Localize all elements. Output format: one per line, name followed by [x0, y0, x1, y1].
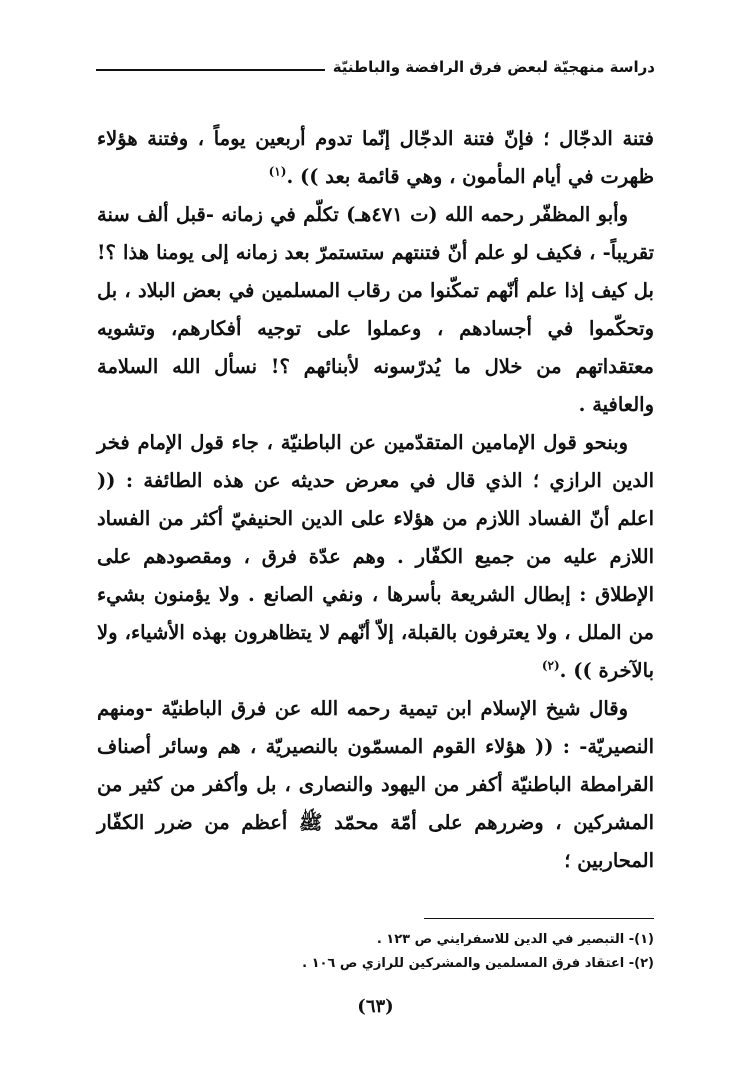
footnote-separator: [424, 918, 654, 919]
footnote-ref-2: (٢): [541, 658, 560, 673]
footnotes: [97, 928, 654, 976]
footnote-ref-1: (١): [268, 164, 287, 179]
paragraph-2: وأبو المظفّر رحمه الله (ت ٤٧١هـ) تكلّم في زمانه -قبل ألف سنة تقريباً- ، فكيف لو علم أنّ فتنتهم ستستمرّ بعد زمانه إلى يومنا هذا ؟! بل كيف إذا علم أنّهم تمكّنوا من رقاب المسلمين في بعض البلاد ، بل وتحكّموا في أجسادهم ، وعملوا على توجيه أفكارهم، وتشويه معتقداتهم من خلال ما يُدرّسونه لأبنائهم ؟! نسأل الله السلامة والعافية .: [97, 203, 654, 416]
paragraph-3-text: وبنحو قول الإمامين المتقدّمين عن الباطنيّة ، جاء قول الإمام فخر الدين الرازي ؛ الذي قال في معرض حديثه عن هذه الطائفة : (( اعلم أنّ الفساد اللازم من هؤلاء على الدين الحنيفيّ أكثر من الفساد اللازم عليه من جميع الكفّار . وهم عدّة فرق ، ومقصودهم على الإطلاق : إبطال الشريعة بأسرها ، ونفي الصانع . ولا يؤمنون بشيء من الملل ، ولا يعترفون بالقبلة، إلاّ أنّهم لا يتظاهرون بهذه الأشياء، ولا بالآخرة )) .: [97, 431, 654, 682]
header-title: دراسة منهجيّة لبعض فرق الرافضة والباطنيّة: [332, 58, 655, 76]
paragraph-3: [97, 424, 654, 690]
running-header: [96, 58, 655, 76]
paragraph-4: وقال شيخ الإسلام ابن تيمية رحمه الله عن فرق الباطنيّة -ومنهم النصيريّة- : (( هؤلاء القوم المسمّون بالنصيريّة ، هم وسائر أصناف القرامطة الباطنيّة أكفر من اليهود والنصارى ، بل وأكفر من كثير من المشركين ، وضررهم على أمّة محمّد ﷺ أعظم من ضرر الكفّار المحاربين ؛: [97, 697, 654, 872]
body-text: [97, 120, 654, 880]
paragraph-1-text: فتنة الدجّال ؛ فإنّ فتنة الدجّال إنّما تدوم أربعين يوماً ، وفتنة هؤلاء ظهرت في أيام المأمون ، وهي قائمة بعد )) .: [97, 127, 654, 188]
header-rule: [96, 69, 325, 71]
page-number: (٦٣): [357, 996, 394, 1017]
footnote-1: (١)- التبصير في الدين للاسفرايني ص ١٢٣ .: [376, 932, 654, 947]
footnote-2: (٢)- اعتقاد فرق المسلمين والمشركين للرازي ص ١٠٦ .: [302, 956, 654, 971]
paragraph-1: [97, 120, 654, 196]
